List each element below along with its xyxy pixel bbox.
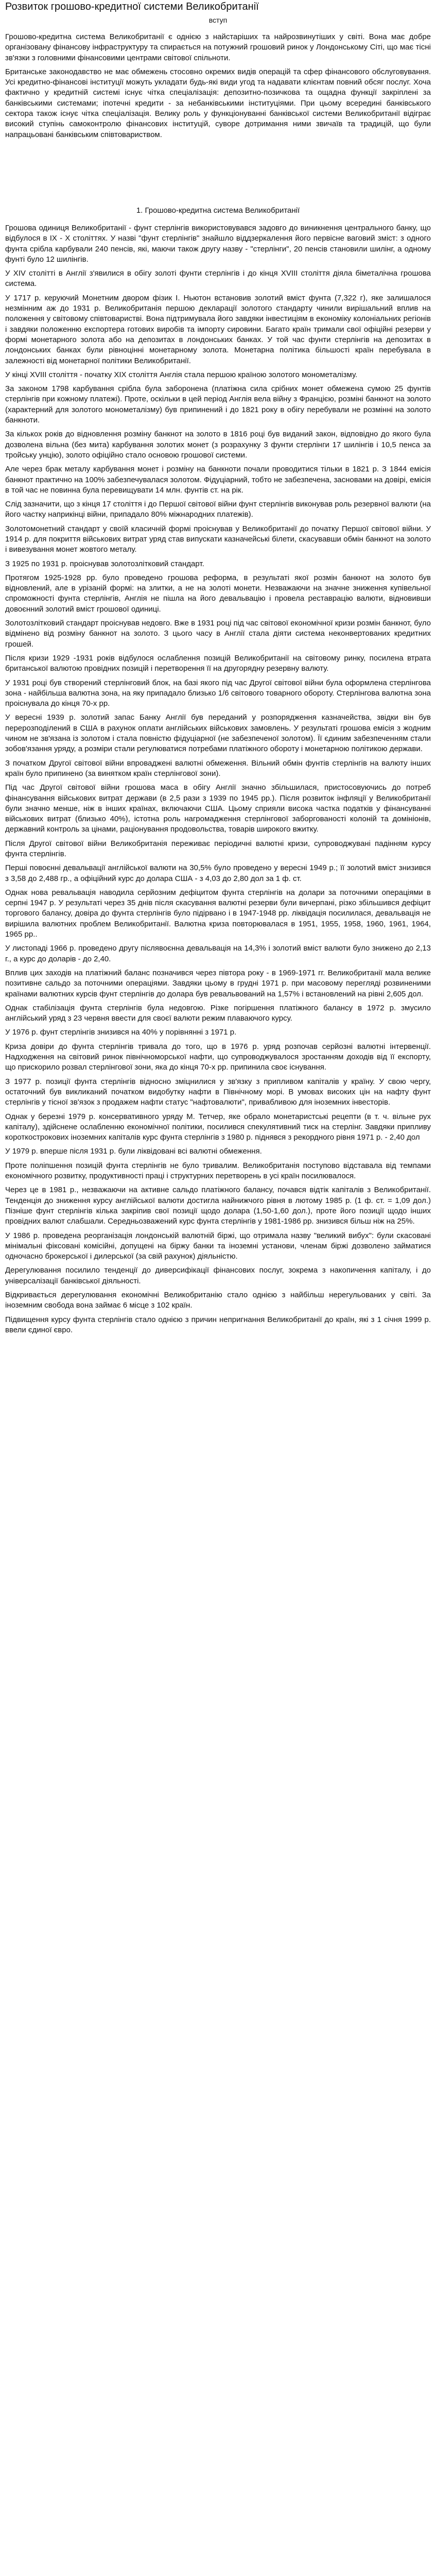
section-paragraph: Але через брак металу карбування монет і розміну на банкноти почали проводитися тільки в 1821 р. З 1844 емісія банкнот практично на 100% забезпечувалася золотом. Фідуціарний, тобто не забезпечена, засновами на довірі, емісія в той час не повинна була перевищувати 14 млн. фунтів ст. на рік.	[5, 465, 431, 495]
section-paragraph: Золотозлітковий стандарт проіснував недовго. Вже в 1931 році під час світової економічної кризи розмін банкнот, було відмінено від розміну банкнот на золото. З цього часу в Англії стала діяти система неконвертованих кредитних грошей.	[5, 619, 431, 649]
section-paragraph: Відкривається дерегулювання економічні Великобританію стало однією з найбільш нерегульованих у світі. За іноземним свобода вона займає 6 місце з 102 країн.	[5, 1290, 431, 1310]
section-paragraph: Після кризи 1929 -1931 років відбулося ослаблення позицій Великобританії на світовому ринку, посилена втрата британської валютою провідних позицій і перетворення її на другорядну резервну валюту.	[5, 653, 431, 673]
section-paragraph: Криза довіри до фунта стерлінгів тривала до того, що в 1976 р. уряд розпочав серйозні валютні інтервенції. Надходження на світовий ринок північноморської нафти, що супроводжувалося зростанням доходів від її експорту, що прискорило розвал стерлінгової зони, яка до кінця 70-х рр. припинила своє існування.	[5, 1042, 431, 1072]
section-paragraph: У XIV столітті в Англії з'явилися в обігу золоті фунти стерлінгів і до кінця XVIII століття діяла біметалічна грошова система.	[5, 269, 431, 289]
section-paragraph: Грошова одиниця Великобританії - фунт стерлінгів використовувався задовго до виникнення центрального банку, що відбулося в IX - X століттях. У назві "фунт стерлінгів" знайшло віддзеркалення його первісне ваговий зміст: з одного фунта срібла карбували 240 пенсів, які, маючи також другу назву - "стерлінги", 20 пенсів становили шилінг, а одному фунті було 12 шилінгів.	[5, 223, 431, 264]
section-paragraph: Золотомонетний стандарт у своїй класичній формі проіснував у Великобританії до початку Першої світової війни. У 1914 р. для покриття військових витрат уряд став випускати казначейські білети, скасувавши обмін банкнот на золото і вивезування монет жовтого металу.	[5, 524, 431, 554]
section-paragraph: Після Другої світової війни Великобританія переживає періодичні валютні кризи, супроводжувані падінням курсу фунта стерлінгів.	[5, 839, 431, 858]
section-paragraph: У кінці XVIII століття - початку XIX століття Англія стала першою країною золотого монометалізму.	[5, 370, 358, 379]
intro-paragraph: Грошово-кредитна система Великобританії є однією з найстаріших та найрозвинутіших у світі. Вона має добре організовану фінансову інфраструктуру та спирається на потужний грошовий ринок у Лондонському Сіті, що має тісні зв'язки з головними фінансовими центрами світової спільноти.	[5, 32, 431, 62]
section-paragraph: Однак у березні 1979 р. консервативного уряду М. Тетчер, яке обрало монетаристські рецепти (в т. ч. вільне рух капіталу), здійснене ослабленню економічної політики, посилився спекулятивний тиск на стерлінг. Завдяки припливу короткострокових іноземних капіталів курс фунта стерлінгів з 1980 р. піднявся з рекордного рівня 1971 р. - 2,40 дол	[5, 1112, 431, 1142]
section-heading: 1. Грошово-кредитна система Великобританії	[136, 206, 300, 215]
section-paragraph: Слід зазначити, що з кінця 17 століття і до Першої світової війни фунт стерлінгів виконував роль резервної валюти (на його частку наприкінці війни, припадало 80% міжнародних платежів).	[5, 500, 431, 519]
section-paragraph: З 1925 по 1931 р. проіснував золотозлітковий стандарт.	[5, 559, 204, 568]
section-paragraph: За законом 1798 карбування срібла була заборонена (платіжна сила срібних монет обмежена сумою 25 фунтів стерлінгів при кожному платежі). Проте, оскільки в цей період Англія вела війну з Францією, розміні банкнот на золото (характерний для золотого монометалізму) був припинений і до 1821 року в обігу перебували не розмінні на золото банкноти.	[5, 384, 431, 425]
intro-section	[5, 32, 431, 140]
section-paragraph: Дерегулювання посилило тенденції до диверсифікації фінансових послуг, зокрема з накопичення капіталу, і до універсалізації банківської діяльності.	[5, 1266, 431, 1285]
section-paragraph: Однак нова ревальвація наводила серйозним дефіцитом фунта стерлінгів на долари за поточними операціями в серпні 1947 р. У результаті через 35 днів після скасування валютні резерви були вичерпані, різко збільшився дефіцит торгового балансу, довіра до фунта стерлінгів було підірвано і в 1947-1948 рр. ліквідація посилилася, девальвація не вирішила валютних проблем Великобританії. Валютна криза повторювалася в 1951, 1955, 1958, 1960, 1961, 1964, 1965 рр..	[5, 888, 431, 939]
section-paragraph: Проте поліпшення позицій фунта стерлінгів не було тривалим. Великобританія поступово відставала від темпами економічного розвитку, продуктивності праці і структурних перетворень в усі країн посилювалося.	[5, 1161, 431, 1181]
section-paragraph: У 1717 р. керуючий Монетним двором фізик І. Ньютон встановив золотий вміст фунта (7,322 г), яке залишалося незмінним аж до 1931 р. Великобританія першою декларації золотого стандарту чинили вирішальний вплив на положення у світовому співтоваристві. Вона підтримувала його завдяки інвестиціям в економіку колоніальних регіонів і завдяки положенню експортера готових виробів та імпорту сировини. Багато країн тримали свої офіційні резерви у формі монетарного золота або на депозитах в лондонських банках. У той час фунти стерлінгів на депозитах в лондонських банках були рівноцінні монетарному золота. Монетарна політика більшості країн перебувала в залежності від монетарної політики Великобританії.	[5, 293, 431, 365]
section-paragraph: У 1979 р. вперше після 1931 р. були ліквідовані всі валютні обмеження.	[5, 1147, 262, 1156]
section-paragraph: Перші повоєнні девальвації англійської валюти на 30,5% було проведено у вересні 1949 р.; її золотий вміст знизився з 3,58 до 2,488 гр., а офіційний курс до долара США - з 4,03 до 2,80 дол за 1 ф. ст.	[5, 863, 431, 883]
intro-paragraph: Британське законодавство не має обмежень стосовно окремих видів операцій та сфер фінансового обслуговування. Усі кредитно-фінансові інституції можуть укладати будь-які види угод та надавати клієнтам повний обсяг послуг. Хоча фактично у кредитній системі існує чітка спеціалізація: депозитно-позичкова та ощадна функції закріплені за банківськими системами; іпотечні кредити - за небанківськими інституціями. При цьому всередині банківського сектора також існує чітка спеціалізація. Велику роль у функціонуванні банківської системи Великобританії відіграє високий ступінь самоконтролю фінансових інституцій, суворе дотримання ними звичаїв та традицій, що були напрацьовані банківським співтовариством.	[5, 67, 431, 139]
section-paragraph: Вплив цих заходів на платіжний баланс позначився через півтора року - в 1969-1971 гг. Великобританії мала велике позитивне сальдо за поточними операціями. Завдяки цьому в грудні 1971 р. при масовому перегляді розвиненими країнами валютних курсів фунт стерлінгів до долара був ревальвований на 1,57% і встановлений на рівні 2,605 дол.	[5, 968, 431, 998]
section-paragraph: У 1986 р. проведена реорганізація лондонській валютній біржі, що отримала назву "великий вибух": були скасовані мінімальні фіксовані комісійні, допущені на біржу банки та іноземні установи, членам біржі дозволено займатися одночасно брокерської і дилерської (за свій рахунок) діяльністю.	[5, 1231, 431, 1261]
document-subtitle: вступ	[208, 16, 228, 24]
section-paragraph: У 1976 р. фунт стерлінгів знизився на 40% у порівнянні з 1971 р.	[5, 1028, 237, 1037]
section-paragraph: З 1977 р. позиції фунта стерлінгів відносно зміцнилися у зв'язку з припливом капіталів у країну. У свою чергу, остаточний був викликаний початком видобутку нафти в Північному морі. В умовах високих цін на нафту фунт стерлінгів у тісної зв'язок з продажем нафти статус "нафтовалюти", привабливою для іноземних інвесторів.	[5, 1077, 431, 1107]
section-paragraph: У 1931 році був створений стерлінговий блок, на базі якого під час Другої світової війни була оформлена стерлінгова зона - найбільша валютна зона, на яку припадало близько 1/6 світового товарного обороту. Стерлінгова валютна зона проіснувала до кінця 70-х рр.	[5, 678, 431, 708]
section-paragraph: Протягом 1925-1928 рр. було проведено грошова реформа, в результаті якої розмін банкнот на золото був відновлений, але в урізаній формі: на злитки, а не на золоті монети. Незважаючи на значне зниження купівельної спроможності фунта стерлінгів, Англія не пішла на його девальвацію і провела реставрацію валюти, відновивши довоєнний золотий вміст грошової одиниці.	[5, 573, 431, 614]
section-paragraph: З початком Другої світової війни впроваджені валютні обмеження. Вільний обмін фунтів стерлінгів на валюту інших країн було припинено (за винятком країн стерлінгової зони).	[5, 758, 431, 778]
section-paragraph: Однак стабілізація фунта стерлінгів була недовгою. Різке погіршення платіжного балансу в 1972 р. змусило англійський уряд з 23 червня ввести для своєї валюти режим плаваючого курсу.	[5, 1003, 431, 1023]
section-paragraph: Під час Другої світової війни грошова маса в обігу Англії значно збільшилася, пристосовуючись до потреб фінансування військових витрат держави (в 2,5 рази з 1939 по 1945 рр.). Після розвиток інфляції у Великобританії були значно менше, ніж в інших країнах, включаючи США. Цьому сприяли висока частка податків у фінансуванні військових витрат (близько 40%), істотна роль нагромадження стерлінгової заборгованості колоній та домініонів, державний контроль за цінами, раціонування продовольства, товарів широкого вжитку.	[5, 783, 431, 834]
section-1-body	[5, 223, 431, 1335]
section-paragraph: За кількох років до відновлення розміну банкнот на золото в 1816 році був виданий закон, відповідно до якого була дозволена вільна (без мита) карбування золотих монет (з розрахунку 3 фунти стерлінги 17 шилінгів і 10,5 пенса за тройську унцію), золото офіційно стало основою грошової системи.	[5, 430, 431, 460]
document-title: Розвиток грошово-кредитної системи Великобританії	[5, 1, 259, 12]
section-paragraph: Підвищення курсу фунта стерлінгів стало однією з причин непригнання Великобританії до країн, які з 1 січня 1999 р. ввели єдиної євро.	[5, 1315, 431, 1334]
section-paragraph: Через це в 1981 р., незважаючи на активне сальдо платіжного балансу, почався відтік капіталів з Великобританії. Тенденція до зниження курсу англійської валюти достигла найнижчого рівня в лютому 1985 р. (1 ф. ст. = 1,09 дол.) Пізніше фунт стерлінгів кілька закріпив свої позиції щодо долара (1,50-1,60 дол.), проте його позиції щодо інших провідних валют слабшали. Середньозважений курс фунта стерлінгів у 1981-1986 рр. знизився більш ніж на 25%.	[5, 1185, 431, 1226]
section-paragraph: У вересні 1939 р. золотий запас Банку Англії був переданий у розпорядження казначейства, звідки він був перерозподілений в США в рахунок оплати англійських військових замовлень. У результаті грошова емісія з жодним чином не зв'язана із золотом і стала повністю фідуціарної (не забезпеченої золотом). Її єдиним забезпеченням стали зобов'язання уряду, а розміри стали регулюватися потребами платіжного обороту і монетарною політикою держави.	[5, 713, 431, 754]
section-spacer	[5, 144, 431, 206]
section-paragraph: У листопаді 1966 р. проведено другу післявоєнна девальвація на 14,3% і золотий вміст валюти було знижено до 2,13 г., а курс до доларів - до 2,40.	[5, 944, 431, 963]
